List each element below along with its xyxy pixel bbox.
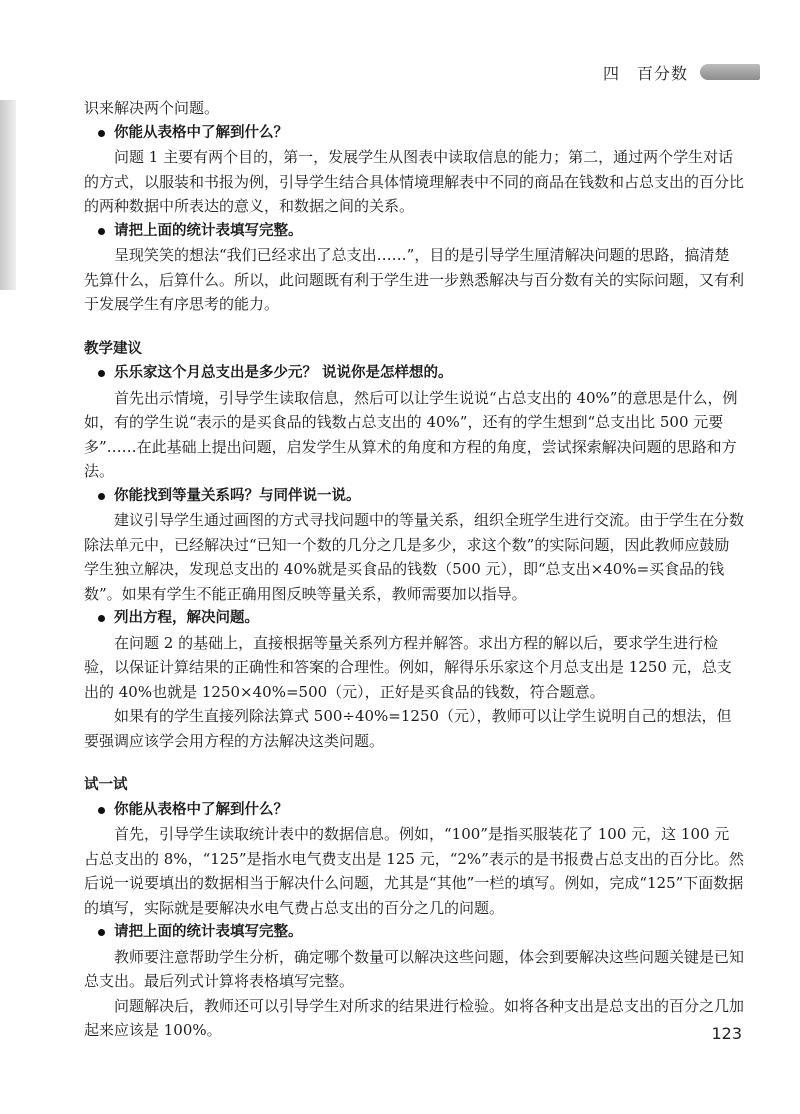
body-paragraph: 教师要注意帮助学生分析，确定哪个数量可以解决这些问题，体会到要解决这些问题关键是已知总支出。最后列式计算将表格填写完整。 — [84, 947, 745, 990]
side-edge-bar — [0, 100, 16, 290]
body-paragraph: 呈现笑笑的想法“我们已经求出了总支出……”，目的是引导学生厘清解决问题的思路，搞清楚先算什么，后算什么。所以，此问题既有利于学生进一步熟悉解决与百分数有关的实际问题，又有利于发展学生有序思考的能力。 — [84, 246, 745, 313]
chapter-tab-decoration — [700, 64, 760, 80]
bullet-question: 你能找到等量关系吗？与同伴说一说。 — [84, 484, 744, 509]
body-paragraph: 在问题 2 的基础上，直接根据等量关系列方程并解答。求出方程的解以后，要求学生进行检验，以保证计算结果的正确性和答案的合理性。例如，解得乐乐家这个月总支出是 1250 元，总支出的 40%也就是 1250×40%=500（元），正好是买食品的钱数，符合题意。 — [84, 633, 732, 701]
body-paragraph: 问题解决后，教师还可以引导学生对所求的结果进行检验。如将各种支出是总支出的百分之几加起来应该是 100%。 — [84, 996, 745, 1039]
chapter-header — [603, 60, 760, 84]
body-paragraph: 建议引导学生通过画图的方式寻找问题中的等量关系，组织全班学生进行交流。由于学生在分数除法单元中，已经解决过“已知一个数的几分之几是多少，求这个数”的实际问题，因此教师应鼓励学生独立解决，发现总支出的 40%就是买食品的钱数（500 元），即“总支出×40%=买食品的钱数”。如果有学生不能正确用图反映等量关系，教师需要加以指导。 — [84, 511, 745, 603]
body-paragraph: 首先出示情境，引导学生读取信息，然后可以让学生说说“占总支出的 40%”的意思是什么，例如，有的学生说“表示的是买食品的钱数占总支出的 40%”，还有的学生想到“总支出比 500 元要多”……在此基础上提出问题，启发学生从算术的角度和方程的角度，尝试探索解决问题的思路和方法。 — [84, 388, 738, 480]
bullet-question: 请把上面的统计表填写完整。 — [84, 219, 744, 244]
bullet-question: 乐乐家这个月总支出是多少元？ 说说你是怎样想的。 — [84, 361, 744, 386]
chapter-title: 四 百分数 — [602, 63, 688, 83]
body-paragraph: 如果有的学生直接列除法算式 500÷40%=1250（元），教师可以让学生说明自己的想法，但要强调应该学会用方程的方法解决这类问题。 — [84, 707, 732, 750]
page-body — [84, 96, 744, 1043]
section-heading: 教学建议 — [84, 340, 142, 357]
bullet-question: 你能从表格中了解到什么？ — [84, 798, 744, 823]
section-heading: 试一试 — [84, 777, 128, 793]
body-paragraph: 首先，引导学生读取统计表中的数据信息。例如，“100”是指买服装花了 100 元，这 100 元占总支出的 8%，“125”是指水电气费支出是 125 元，“2%”表示的是书报费占总支出的百分比。然后说一说要填出的数据相当于解决什么问题，尤其是“其他”一栏的填写。例如，完成“125”下面数据的填写，实际就是要解决水电气费占总支出的百分之几的问题。 — [84, 825, 744, 917]
body-paragraph: 问题 1 主要有两个目的，第一，发展学生从图表中读取信息的能力；第二，通过两个学生对话的方式，以服装和书报为例，引导学生结合具体情境理解表中不同的商品在钱数和占总支出的百分比的两种数据中所表达的意义，和数据之间的关系。 — [84, 148, 745, 215]
bullet-question: 请把上面的统计表填写完整。 — [84, 920, 744, 945]
body-paragraph: 识来解决两个问题。 — [84, 99, 220, 117]
page-number: 123 — [711, 1024, 742, 1043]
bullet-question: 你能从表格中了解到什么？ — [84, 121, 744, 146]
bullet-question: 列出方程，解决问题。 — [84, 606, 744, 631]
